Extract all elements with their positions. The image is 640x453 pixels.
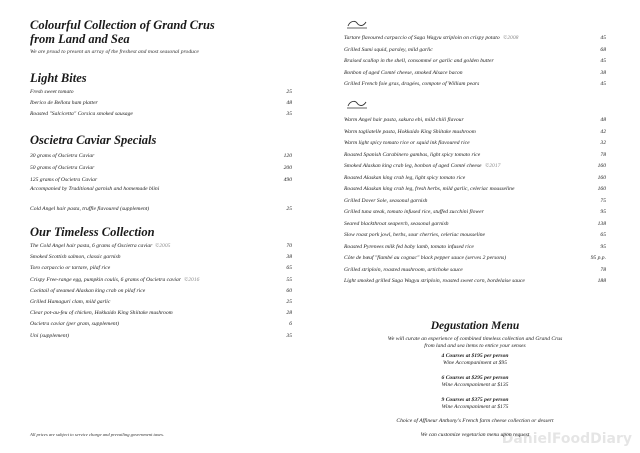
degustation-vegetarian: We can customize vegetarian menu upon request [420, 432, 530, 438]
degustation-intro-1: We will curate an experience of combined timeless collection and Grand Crus [387, 336, 563, 342]
item-price: 95 [600, 243, 606, 250]
item-name: Roasted Alaskan king crab leg, fresh herbs, mild garlic, celeriac mousseline [344, 186, 515, 192]
menu-item [344, 173, 606, 185]
degustation-options [344, 353, 606, 419]
item-name: Grilled tuna steak, tomato infused rice, stuffed zucchini flower [344, 209, 484, 215]
item-name: Smoked Scottish salmon, classic garnish [30, 254, 121, 261]
caviar-heading: Oscietra Caviar Specials [30, 133, 157, 147]
item-price: 490 [283, 177, 292, 183]
item-price: 68 [600, 46, 606, 53]
footnote: All prices are subject to service charge and prevailing government taxes. [30, 432, 165, 437]
item-name: 30 grams of Oscietra Caviar [30, 153, 95, 159]
item-price: 78 [600, 266, 606, 273]
item-price: 32 [600, 140, 606, 146]
item-price: 65 [600, 232, 606, 238]
item-price: 45 [600, 58, 606, 64]
item-name: Grilled French foie gras, dragées, compote of William pears [344, 81, 480, 87]
item-name: Crispy Free-range egg, pumpkin coulis, 6 grams of Oscietra caviar [30, 276, 181, 283]
item-price: 6 [289, 321, 292, 328]
item-price: 160 [597, 174, 606, 181]
item-name: Côte de bœuf "flambé au cognac" black pepper sauce (serves 2 persons) [344, 255, 507, 261]
course-price: 4 Courses at $195 per person [441, 353, 509, 359]
menu-item [344, 161, 606, 173]
menu-item [344, 127, 606, 139]
item-name: 50 grams of Oscietra Caviar [30, 165, 95, 171]
menu-item [344, 68, 606, 80]
menu-item [30, 331, 292, 342]
item-price: 25 [286, 298, 292, 305]
mains-list [344, 115, 606, 288]
starters-list [344, 33, 606, 91]
item-name: Iberico de Bellota ham platter [30, 100, 98, 106]
caviar-accompaniment: Accompanied by Traditional garnish and homemade blini [30, 186, 160, 192]
signature-icon [346, 99, 368, 109]
item-name: Uni (supplement) [30, 332, 69, 339]
item-price: 95 p.p. [590, 255, 606, 261]
menu-item [344, 150, 606, 162]
watermark-logo: DanielFoodDiary [501, 431, 632, 447]
menu-item [30, 241, 292, 252]
caviar-list [30, 150, 292, 186]
item-name: Oscietra caviar (per gram, supplement) [30, 321, 120, 328]
menu-item [344, 230, 606, 242]
item-name: Slow roast pork jowl, herbs, sour cherries, celeriac mousseline [344, 232, 486, 238]
item-name: Fresh sweet tomato [30, 89, 74, 95]
menu-item [30, 109, 292, 120]
item-price: 35 [286, 111, 292, 117]
item-price: 78 [600, 151, 606, 158]
item-price: 35 [286, 332, 292, 339]
menu-item [344, 219, 606, 231]
item-year: ©2005 [155, 243, 171, 249]
menu-item [344, 33, 606, 45]
item-price: 45 [600, 81, 606, 87]
item-name: Grilled Sumi squid, parsley, mild garlic [344, 46, 433, 53]
item-name: Clear pot-au-feu of chicken, Hokkaido King Shiitake mushroom [30, 310, 173, 317]
item-price: 48 [286, 100, 292, 106]
signature-icon [346, 19, 368, 29]
item-name: Braised scallop in the shell, consommé or garlic and golden butter [344, 58, 494, 64]
course-price: 6 Courses at $295 per person [441, 375, 509, 381]
menu-item [30, 308, 292, 319]
item-name: Cold Angel hair pasta, truffle flavoured (supplement) [30, 206, 150, 212]
menu-item [344, 207, 606, 219]
degustation-option [344, 397, 606, 419]
item-price: 95 [600, 209, 606, 215]
menu-item [30, 275, 292, 286]
menu-item [344, 115, 606, 127]
item-name: Light smoked grilled Saga Wagyu striploin, roasted sweet corn, bordelaise sauce [344, 278, 525, 284]
item-name: Roasted Pyrenees milk fed baby lamb, tomato infused rice [344, 243, 474, 250]
item-name: Seared blackthroat seaperch, seasonal garnish [344, 220, 449, 227]
menu-item [344, 242, 606, 254]
wine-price: Wine Accompaniment at $95 [442, 360, 508, 366]
item-name: Warm light spicy tomato rice or squid ink flavoured rice [344, 140, 470, 146]
light-bites-heading: Light Bites [30, 71, 87, 85]
degustation-intro-2: from land and sea items to entice your senses [424, 343, 526, 349]
menu-item [30, 263, 292, 274]
item-price: 120 [283, 153, 292, 159]
course-price: 9 Courses at $375 per person [441, 397, 509, 403]
item-price: 42 [600, 128, 606, 135]
menu-item [344, 56, 606, 68]
item-name: The Cold Angel hair pasta, 6 grams of Oscietra caviar [30, 243, 153, 249]
item-price: 200 [283, 165, 292, 171]
item-price: 28 [286, 310, 292, 317]
menu-item [30, 252, 292, 263]
menu-item [344, 253, 606, 265]
item-price: 65 [286, 265, 292, 272]
item-name: Warm Angel hair pasta, sakura ebi, mild chili flavour [344, 117, 464, 123]
light-bites-list [30, 87, 292, 120]
item-name: Grilled Hamaguri clam, mild garlic [30, 298, 111, 305]
menu-item [344, 138, 606, 150]
item-year: ©2016 [184, 276, 200, 283]
item-price: 45 [600, 35, 606, 41]
menu-item [344, 45, 606, 57]
degustation-option [344, 353, 606, 375]
menu-item [344, 276, 606, 288]
item-price: 160 [597, 186, 606, 192]
item-price: 75 [600, 197, 606, 204]
item-name: Bonbon of aged Comté cheese, smoked Alsace bacon [344, 69, 463, 76]
item-name: Smoked Alaskan king crab leg, bonbon of aged Comté cheese [344, 163, 482, 169]
item-price: 188 [597, 278, 606, 284]
wine-price: Wine Accompaniment at $135 [441, 382, 509, 388]
item-price: 55 [286, 276, 292, 283]
menu-item [30, 206, 292, 213]
item-name: Tartare flavoured carpaccio of Saga Wagyu striploin on crispy potato [344, 35, 500, 41]
degustation-title: Degustation Menu [430, 320, 520, 332]
item-price: 25 [286, 206, 292, 212]
menu-item [30, 87, 292, 98]
degustation-option [344, 375, 606, 397]
menu-item [30, 319, 292, 330]
degustation-dessert: Choice of Affineur Anthony's French farm cheese collection or dessert [396, 418, 554, 424]
item-price: 38 [286, 254, 292, 261]
menu-title-line-1: Colourful Collection of Grand Crus [30, 18, 215, 32]
item-price: 60 [286, 287, 292, 294]
item-year: ©2008 [503, 35, 519, 41]
timeless-list [30, 241, 292, 342]
menu-item [30, 174, 292, 186]
item-name: Grilled Dover Sole, seasonal garnish [344, 197, 428, 204]
item-name: Roasted Alaskan king crab leg, light spicy tomato rice [344, 174, 466, 181]
menu-item [344, 79, 606, 91]
menu-item [30, 286, 292, 297]
item-price: 25 [286, 89, 292, 95]
menu-item [344, 184, 606, 196]
timeless-heading: Our Timeless Collection [30, 225, 155, 239]
menu-item [344, 265, 606, 277]
item-year: ©2017 [485, 163, 501, 169]
menu-item [30, 162, 292, 174]
menu-item [30, 98, 292, 109]
item-name: Grilled striploin, roasted mushroom, artichoke sauce [344, 266, 463, 273]
item-price: 70 [286, 243, 292, 249]
item-name: Cocktail of steamed Alaskan king crab on pilaf rice [30, 287, 146, 294]
item-price: 138 [597, 220, 606, 227]
menu-item [344, 196, 606, 208]
item-name: Warm tagliatelle pasta, Hokkaido King Shiitake mushroom [344, 128, 476, 135]
wine-price: Wine Accompaniment at $175 [441, 404, 509, 410]
item-name: Toro carpaccio or tartare, pilaf rice [30, 265, 111, 272]
item-name: Roasted "Salcicetta" Corsica smoked sausage [30, 111, 133, 117]
item-price: 160 [597, 163, 606, 169]
menu-item [30, 150, 292, 162]
menu-title-line-2: from Land and Sea [30, 32, 130, 46]
item-name: 125 grams of Oscietra Caviar [30, 177, 98, 183]
menu-subtitle: We are proud to present an array of the freshest and most seasonal produce [30, 49, 199, 55]
item-name: Roasted Spanish Carabinero gambas, light spicy tomato rice [344, 151, 481, 158]
menu-item [30, 297, 292, 308]
item-price: 48 [600, 117, 606, 123]
item-price: 38 [600, 69, 606, 76]
